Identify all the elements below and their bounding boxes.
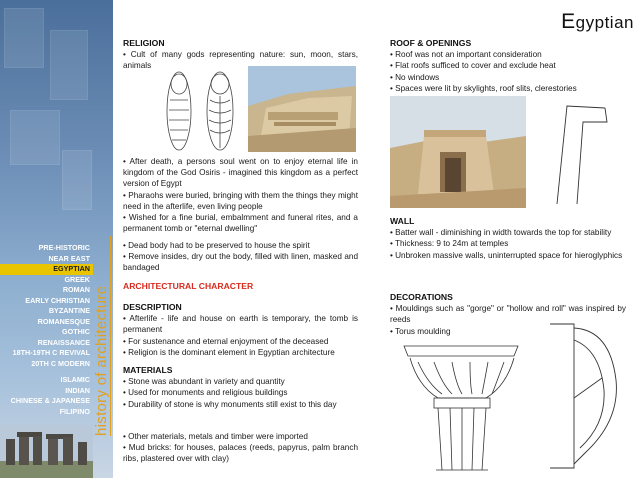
page-title: Egyptian: [561, 10, 634, 33]
roof-bullet: • Flat roofs sufficed to cover and exclude heat: [390, 61, 556, 71]
decorations-bullet: • Torus moulding: [390, 326, 451, 336]
description-bullet: • Afterlife - life and house on earth is temporary, the tomb is permanent: [123, 314, 358, 335]
wall-heading: WALL: [390, 216, 415, 226]
religion-heading: RELIGION: [123, 38, 165, 48]
sidebar-item-early-christian[interactable]: EARLY CHRISTIAN: [25, 295, 90, 305]
roof-bullet: • Roof was not an important consideration: [390, 50, 542, 60]
description-heading: DESCRIPTION: [123, 302, 182, 312]
sidebar-item-modern[interactable]: 20TH C MODERN: [31, 358, 90, 368]
sidebar-item-gothic[interactable]: GOTHIC: [62, 327, 90, 336]
sidebar-vertical-title: history of architecture: [93, 236, 111, 436]
wall-bullet: • Unbroken massive walls, uninterrupted space for hieroglyphics: [390, 250, 623, 260]
sidebar-item-egyptian[interactable]: EGYPTIAN: [0, 264, 93, 275]
sidebar-item-renaissance[interactable]: RENAISSANCE: [37, 337, 90, 347]
column-capital-sketch: [398, 336, 524, 474]
sidebar-item-chinese-japanese[interactable]: CHINESE & JAPANESE: [10, 396, 90, 405]
sidebar-item-indian[interactable]: INDIAN: [65, 385, 90, 395]
architectural-character-heading: ARCHITECTURAL CHARACTER: [123, 281, 254, 291]
other-materials-bullet: • Mud bricks: for houses, palaces (reeds, papyrus, palm branch ribs, plastered over with clay): [123, 443, 358, 464]
other-materials-section: [123, 431, 358, 465]
materials-section: [123, 365, 358, 410]
sidebar-tile: [10, 110, 60, 165]
roof-bullet: • Spaces were lit by skylights, roof slits, clerestories: [390, 83, 577, 93]
temple-photo-image: [390, 96, 526, 208]
sidebar-item-islamic[interactable]: ISLAMIC: [60, 375, 90, 384]
tomb-photo-image: [248, 66, 356, 152]
sidebar-item-roman[interactable]: ROMAN: [62, 285, 90, 294]
sidebar-item-romanesque[interactable]: ROMANESQUE: [37, 316, 90, 326]
decorations-bullet: • Mouldings such as "gorge" or "hollow and roll" was inspired by reeds: [390, 304, 626, 325]
afterlife-bullet: • Pharaohs were buried, bringing with them the things they might need in the afterlife, even living people: [123, 190, 358, 211]
materials-bullet: • Used for monuments and religious buildings: [123, 388, 288, 398]
wall-section: [390, 216, 626, 261]
afterlife-bullet: • Wished for a fine burial, embalmment and funeral rites, and a permanent tomb or "eternal dwelling": [123, 213, 358, 234]
religion-bullet: • Cult of many gods representing nature: sun, moon, stars, animals: [123, 50, 358, 71]
sidebar-item-pre-historic[interactable]: PRE-HISTORIC: [38, 243, 90, 252]
gorge-moulding-sketch: [540, 320, 628, 472]
character-section: [123, 281, 358, 292]
sidebar-tile: [4, 8, 44, 68]
afterlife-section: [123, 156, 358, 234]
stonehenge-image: [0, 425, 93, 478]
roof-openings-section: [390, 38, 626, 94]
sidebar-item-greek[interactable]: GREEK: [64, 274, 90, 284]
body-bullet: • Dead body had to be preserved to house the spirit: [123, 241, 310, 250]
description-bullet: • For sustenance and eternal enjoyment of the deceased: [123, 336, 329, 346]
sidebar-item-byzantine[interactable]: BYZANTINE: [48, 306, 90, 315]
wall-bullet: • Thickness: 9 to 24m at temples: [390, 239, 509, 249]
sidebar-item-near-east[interactable]: NEAR EAST: [48, 253, 90, 263]
other-materials-bullet: • Other materials, metals and timber were imported: [123, 432, 308, 441]
sidebar-item-filipino[interactable]: FILIPINO: [59, 406, 90, 416]
mummy-sketch-image: [158, 70, 248, 152]
sidebar: [0, 0, 113, 478]
materials-bullet: • Durability of stone is why monuments still exist to this day: [123, 399, 337, 409]
wall-bullet: • Batter wall - diminishing in width towards the top for stability: [390, 228, 612, 238]
body-section: [123, 240, 358, 274]
sidebar-tile: [62, 150, 92, 210]
materials-bullet: • Stone was abundant in variety and quantity: [123, 377, 285, 387]
body-bullet: • Remove insides, dry out the body, filled with linen, masked and bandaged: [123, 252, 358, 273]
batter-wall-sketch: [545, 100, 625, 208]
afterlife-bullet: • After death, a persons soul went on to enjoy eternal life in kingdom of the God Osiris - imagined this kingdom as a perfect version of Egypt: [123, 157, 358, 189]
materials-heading: MATERIALS: [123, 365, 173, 375]
decorations-heading: DECORATIONS: [390, 292, 453, 302]
sidebar-item-revival[interactable]: 18TH-19TH C REVIVAL: [12, 348, 90, 357]
sidebar-tile: [50, 30, 88, 100]
description-section: [123, 302, 358, 358]
sidebar-nav: [0, 243, 93, 417]
roof-openings-heading: ROOF & OPENINGS: [390, 38, 472, 48]
description-bullet: • Religion is the dominant element in Egyptian architecture: [123, 347, 335, 357]
roof-bullet: • No windows: [390, 72, 440, 82]
